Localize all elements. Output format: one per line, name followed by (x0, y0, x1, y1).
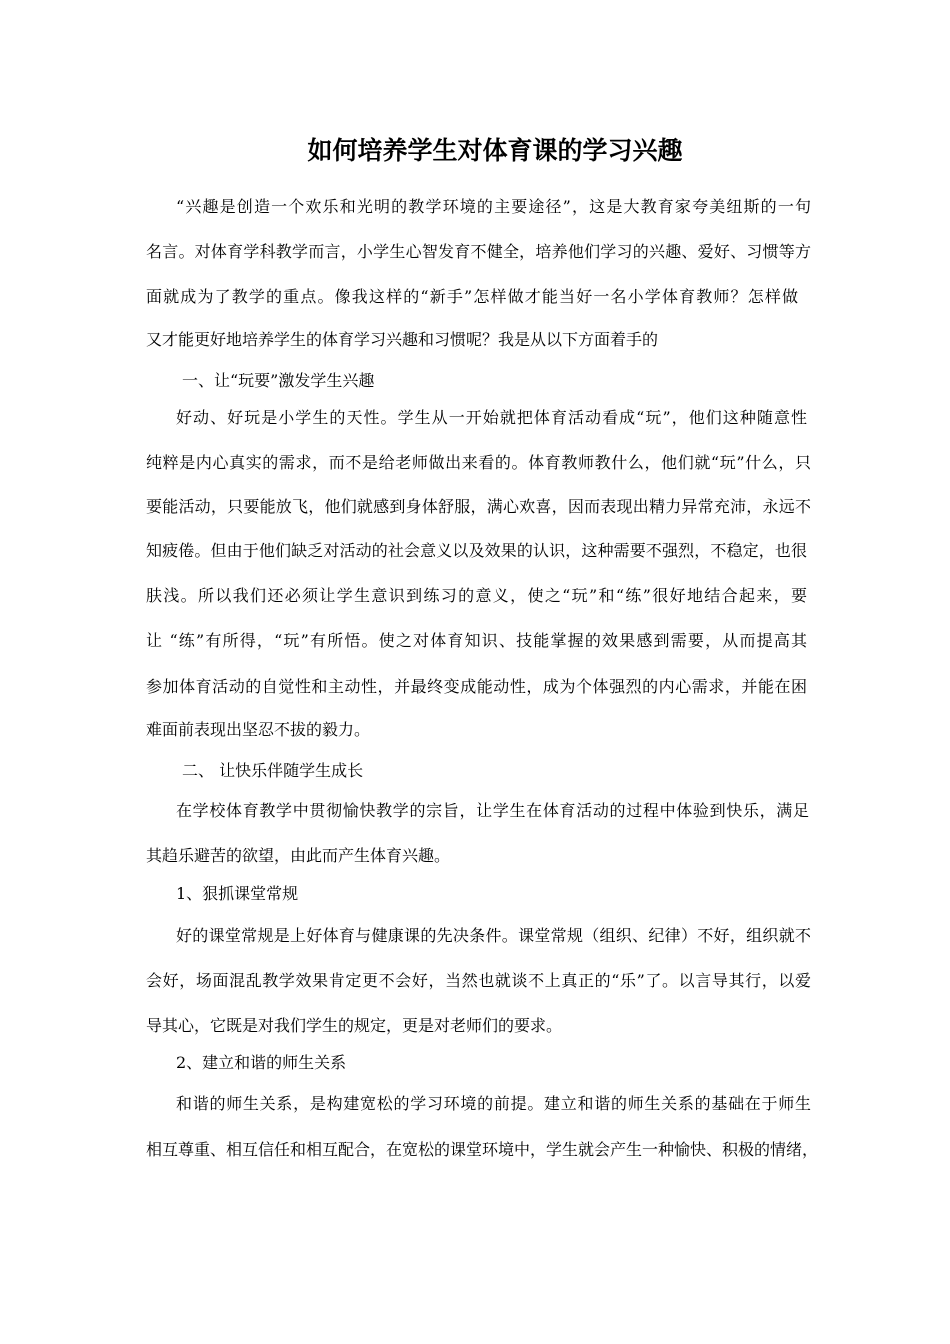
section-heading: 二、 让快乐伴随学生成长 (182, 761, 364, 780)
paragraph-line: 参加体育活动的自觉性和主动性，并最终变成能动性，成为个体强烈的内心需求，并能在困 (146, 677, 807, 696)
paragraph-line: 纯粹是内心真实的需求，而不是给老师做出来看的。体育教师教什么，他们就“玩”什么，只 (146, 453, 811, 472)
paragraph-line: 让 “练”有所得，“玩”有所悟。使之对体育知识、技能掌握的效果感到需要，从而提高其 (146, 631, 807, 650)
subsection-heading: 2、建立和谐的师生关系 (176, 1053, 347, 1072)
paragraph-line: 难面前表现出坚忍不拔的毅力。 (146, 720, 371, 739)
paragraph-line: 在学校体育教学中贯彻愉快教学的宗旨，让学生在体育活动的过程中体验到快乐，满足 (176, 801, 809, 820)
subsection-heading: 1、狠抓课堂常规 (176, 884, 299, 903)
paragraph-line: 要能活动，只要能放飞，他们就感到身体舒服，满心欢喜，因而表现出精力异常充沛，永远不 (146, 497, 811, 516)
section-heading: 一、让“玩要”激发学生兴趣 (182, 371, 375, 390)
paragraph-line: “兴趣是创造一个欢乐和光明的教学环境的主要途径”，这是大教育家夸美纽斯的一句 (176, 197, 811, 216)
paragraph-line: 好的课堂常规是上好体育与健康课的先决条件。课堂常规（组织、纪律）不好，组织就不 (176, 926, 811, 945)
paragraph-line: 肤浅。所以我们还必须让学生意识到练习的意义，使之“玩”和“练”很好地结合起来，要 (146, 586, 807, 605)
paragraph-line: 知疲倦。但由于他们缺乏对活动的社会意义以及效果的认识，这种需要不强烈，不稳定，也很 (146, 541, 807, 560)
paragraph-line: 会好，场面混乱教学效果肯定更不会好，当然也就谈不上真正的“乐”了。以言导其行，以爱 (146, 971, 811, 990)
paragraph-line: 导其心，它既是对我们学生的规定，更是对老师们的要求。 (146, 1016, 563, 1035)
paragraph-line: 和谐的师生关系，是构建宽松的学习环境的前提。建立和谐的师生关系的基础在于师生 (176, 1094, 811, 1113)
paragraph-line: 其趋乐避苦的欲望，由此而产生体育兴趣。 (146, 846, 451, 865)
paragraph-line: 好动、好玩是小学生的天性。学生从一开始就把体育活动看成“玩”，他们这种随意性 (176, 408, 807, 427)
paragraph-line: 面就成为了教学的重点。像我这样的“新手”怎样做才能当好一名小学体育教师？怎样做 (146, 287, 798, 306)
paragraph-line: 相互尊重、相互信任和相互配合，在宽松的课堂环境中，学生就会产生一种愉快、积极的情绪， (146, 1140, 819, 1159)
document-title: 如何培养学生对体育课的学习兴趣 (307, 136, 683, 165)
paragraph-line: 又才能更好地培养学生的体育学习兴趣和习惯呢？我是从以下方面着手的 (146, 330, 659, 349)
paragraph-line: 名言。对体育学科教学而言，小学生心智发育不健全，培养他们学习的兴趣、爱好、习惯等方 (146, 242, 811, 261)
